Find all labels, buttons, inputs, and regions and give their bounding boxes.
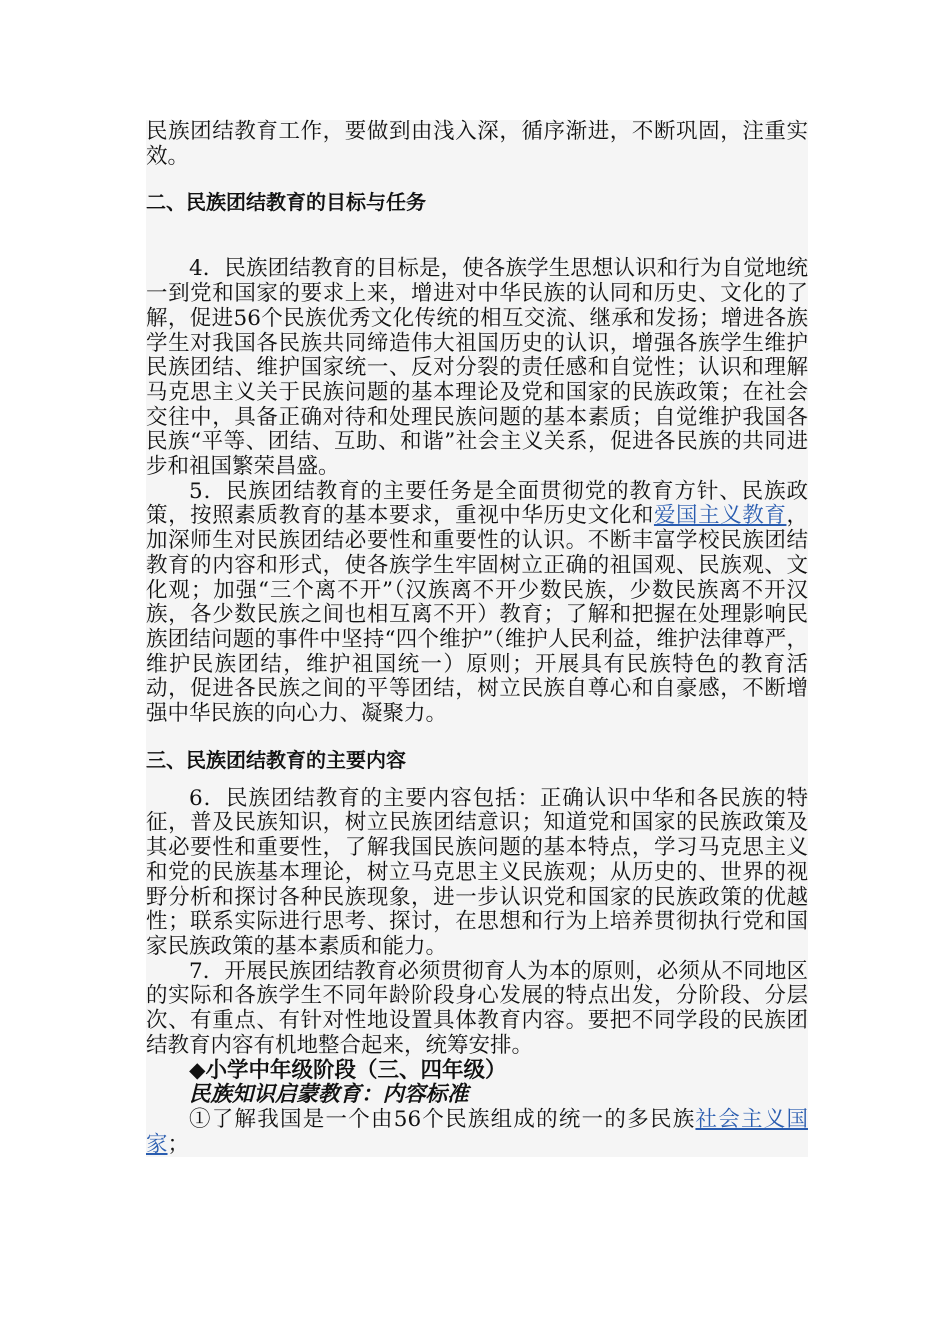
socialist-country-link[interactable]: 社会主义国家	[146, 1106, 808, 1157]
spacer	[146, 773, 808, 787]
list-item-1-punct: ；	[167, 1131, 190, 1157]
stage-heading: ◆小学中年级阶段（三、四年级）	[189, 1057, 507, 1083]
paragraph-7: 7．开展民族团结教育必须贯彻育人为本的原则，必须从不同地区的实际和各族学生不同年龄阶段身心发展的特点出发，分阶段、分层次、有重点、有针对性地设置具体教育内容。要把不同学段的民族团结教育内容有机地整合起来，统筹安排。	[146, 958, 808, 1058]
paragraph-5-text-end: ，加深师生对民族团结必要性和重要性的认识。不断丰富学校民族团结教育的内容和形式，使各族学生牢固树立正确的祖国观、民族观、文化观；加强“三个离不开”（汉族离不开少数民族，少数民族离不开汉族，各少数民族之间也相互离不开）教育；了解和把握在处理影响民族团结问题的事件中坚持“四个维护”（维护人民利益，维护法律尊严，维护民族团结，维护祖国统一）原则；开展具有民族特色的教育活动，促进各民族之间的平等团结，树立民族自尊心和自豪感，不断增强中华民族的向心力、凝聚力。	[146, 503, 808, 727]
spacer	[146, 215, 808, 257]
section-heading-goals: 二、民族团结教育的目标与任务	[146, 190, 426, 215]
paragraph-5	[146, 480, 808, 727]
spacer	[146, 169, 808, 189]
list-item-1	[146, 1108, 808, 1157]
patriotism-education-link[interactable]: 爱国主义教育	[653, 503, 787, 529]
paragraph-5-text-start: 5．民族团结教育的主要任务是全面贯彻党的教育方针、民族政策，按照素质教育的基本要求，重视中华历史文化和	[146, 478, 808, 529]
paragraph-6: 6．民族团结教育的主要内容包括：正确认识中华和各民族的特征，普及民族知识，树立民族团结意识；知道党和国家的民族政策及其必要性和重要性，了解我国民族问题的基本特点，学习马克思主义和党的民族基本理论，树立马克思主义民族观；从历史的、世界的视野分析和探讨各种民族现象，进一步认识党和国家的民族政策的优越性；联系实际进行思考、探讨，在思想和行为上培养贯彻执行党和国家民族政策的基本素质和能力。	[146, 785, 808, 959]
content-standard-subheading: 民族知识启蒙教育：内容标准	[189, 1082, 469, 1108]
paragraph-4: 4．民族团结教育的目标是，使各族学生思想认识和行为自觉地统一到党和国家的要求上来，增进对中华民族的认同和历史、文化的了解，促进56个民族优秀文化传统的相互交流、继承和发扬；增进各族学生对我国各民族共同缔造伟大祖国历史的认识，增强各族学生维护民族团结、维护国家统一、反对分裂的责任感和自觉性；认识和理解马克思主义关于民族问题的基本理论及党和国家的民族政策；在社会交往中，具备正确对待和处理民族问题的基本素质；自觉维护我国各民族“平等、团结、互助、和谐”社会主义关系，促进各民族的共同进步和祖国繁荣昌盛。	[146, 256, 808, 480]
intro-paragraph: 民族团结教育工作，要做到由浅入深，循序渐进，不断巩固，注重实效。	[146, 119, 808, 169]
section-heading-content: 三、民族团结教育的主要内容	[146, 747, 406, 772]
spacer	[146, 727, 808, 747]
document-content	[0, 120, 950, 1157]
list-item-1-text: ①了解我国是一个由56个民族组成的统一的多民族	[189, 1106, 696, 1132]
text-block	[146, 120, 808, 1157]
